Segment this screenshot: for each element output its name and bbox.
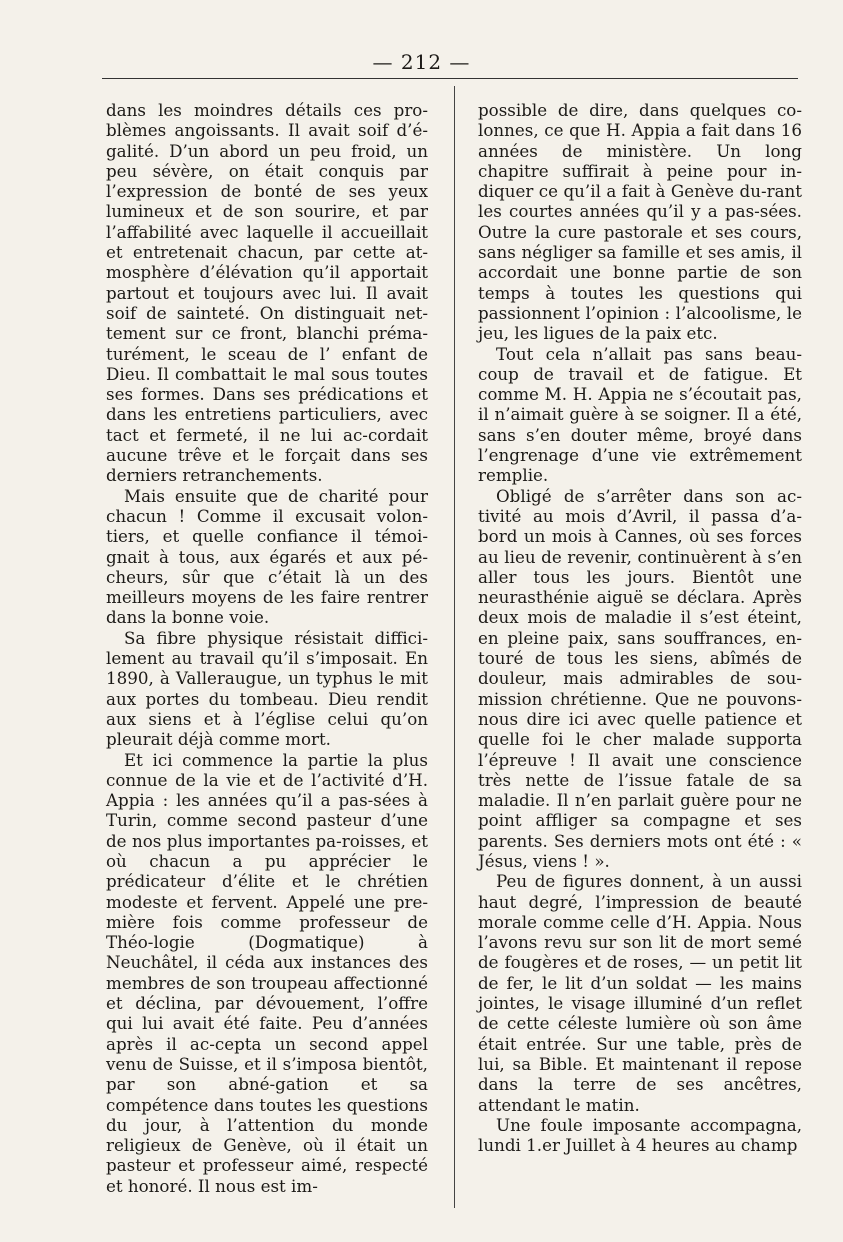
- left-column: [106, 100, 428, 1196]
- paragraph: Et ici commence la partie la plus connue de la vie et de l’activité d’H. Appia : les années qu’il a pas-sées à Turin, comme second pasteur d’une de nos plus importantes pa-roisses, et où chacun a pu apprécier le prédicateur d’élite et le chrétien modeste et fervent. Appelé une pre-mière fois comme professeur de Théo-logie (Dogmatique) à Neuchâtel, il céda aux instances des membres de son troupeau affectionné et déclina, par dévouement, l’offre qui lui avait été faite. Peu d’années après il ac-cepta un second appel venu de Suisse, et il s’imposa bientôt, par son abné-gation et sa compétence dans toutes les questions du jour, à l’attention du monde religieux de Genève, où il était un pasteur et professeur aimé, respecté et honoré. Il nous est im-: [106, 749, 428, 1196]
- paragraph: Mais ensuite que de charité pour chacun ! Comme il excusait volon-tiers, et quelle confiance il témoi-gnait à tous, aux égarés et aux pé-cheurs, sûr que c’était là un des meilleurs moyens de les faire rentrer dans la bonne voie.: [106, 485, 428, 628]
- paragraph: Sa fibre physique résistait diffici-lement au travail qu’il s’imposait. En 1890, à Valleraugue, un typhus le mit aux portes du tombeau. Dieu rendit aux siens et à l’église celui qu’on pleurait déjà comme mort.: [106, 627, 428, 750]
- header-rule: [102, 78, 798, 79]
- paragraph: Tout cela n’allait pas sans beau-coup de travail et de fatigue. Et comme M. H. Appia ne s’écoutait pas, il n’aimait guère à se soigner. Il a été, sans s’en douter même, broyé dans l’engrenage d’une vie extrêmement remplie.: [478, 343, 802, 486]
- paragraph: possible de dire, dans quelques co-lonnes, ce que H. Appia a fait dans 16 années de ministère. Un long chapitre suffirait à peine pour in-diquer ce qu’il a fait à Genève du-rant les courtes années qu’il y a pas-sées. Outre la cure pastorale et ses cours, sans négliger sa famille et ses amis, il accordait une bonne partie de son temps à toutes les questions qui passionnent l’opinion : l’alcoolisme, le jeu, les ligues de la paix etc.: [478, 100, 802, 344]
- page-number: — 212 —: [372, 50, 471, 74]
- paragraph: Peu de figures donnent, à un aussi haut degré, l’impression de beauté morale comme celle d’H. Appia. Nous l’avons revu sur son lit de mort semé de fougères et de roses, — un petit lit de fer, le lit d’un soldat — les mains jointes, le visage illuminé d’un reflet de cette céleste lumière où son âme était entrée. Sur une table, près de lui, sa Bible. Et maintenant il repose dans la terre de ses ancêtres, attendant le matin.: [478, 871, 802, 1115]
- paragraph: Obligé de s’arrêter dans son ac-tivité au mois d’Avril, il passa d’a-bord un mois à Cannes, où ses forces au lieu de revenir, continuèrent à s’en aller tous les jours. Bientôt une neurasthénie aiguë se déclara. Après deux mois de maladie il s’est éteint, en pleine paix, sans souffrances, en-touré de tous les siens, abîmés de douleur, mais admirables de sou-mission chrétienne. Que ne pouvons-nous dire ici avec quelle patience et quelle foi le cher malade supporta l’épreuve ! Il avait une conscience très nette de l’issue fatale de sa maladie. Il n’en parlait guère pour ne point affliger sa compagne et ses parents. Ses derniers mots ont été : « Jésus, viens ! ».: [478, 485, 802, 871]
- column-divider: [454, 86, 455, 1208]
- right-column: [478, 100, 802, 1155]
- paragraph: Une foule imposante accompagna, lundi 1.er Juillet à 4 heures au champ: [478, 1114, 802, 1156]
- paragraph: dans les moindres détails ces pro-blèmes angoissants. Il avait soif d’é-galité. D’un abord un peu froid, un peu sévère, on était conquis par l’expression de bonté de ses yeux lumineux et de son sourire, et par l’affabilité avec laquelle il accueillait et entretenait chacun, par cette at-mosphère d’élévation qu’il apportait partout et toujours avec lui. Il avait soif de sainteté. On distinguait net-tement sur ce front, blanchi préma-turément, le sceau de l’ enfant de Dieu. Il combattait le mal sous toutes ses formes. Dans ses prédications et dans les entretiens particuliers, avec tact et fermeté, il ne lui ac-cordait aucune trêve et le forçait dans ses derniers retranchements.: [106, 100, 428, 486]
